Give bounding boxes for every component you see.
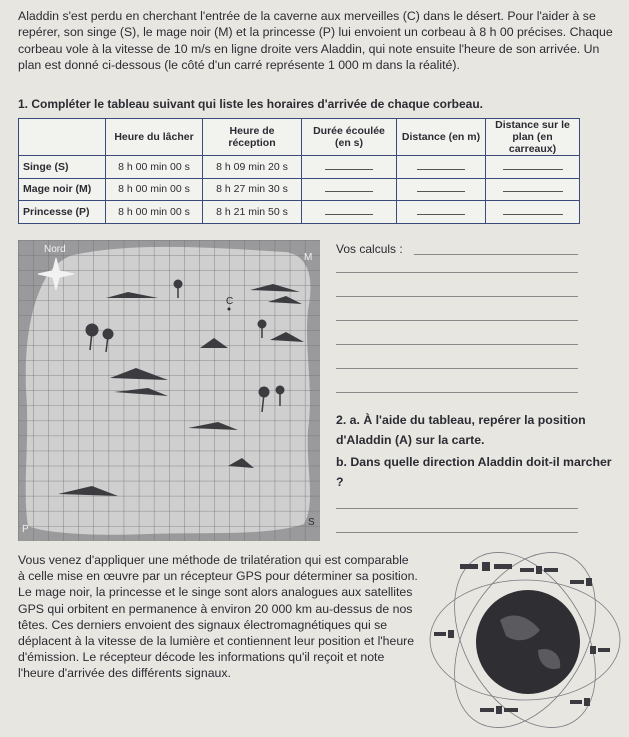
col-header-lacher: Heure du lâcher [106,119,203,156]
col-header-reception: Heure de réception [203,119,302,156]
table-row [19,156,580,179]
cell-lacher: 8 h 00 min 00 s [106,201,203,224]
answer-line[interactable] [336,368,578,369]
cave-point [228,308,231,311]
arrival-times-table [18,118,580,224]
satellite-icon [520,566,558,574]
cell-reception: 8 h 27 min 30 s [203,178,302,201]
question-1: 1. Compléter le tableau suivant qui liste les horaires d'arrivée de chaque corbeau. [18,97,484,111]
answer-line[interactable] [336,272,578,273]
satellite-icon [460,562,512,571]
answer-line[interactable] [336,296,578,297]
cell-reception: 8 h 09 min 20 s [203,156,302,179]
answer-blank[interactable] [302,156,397,179]
answer-blank[interactable] [302,178,397,201]
answer-blank[interactable] [486,178,580,201]
answer-blank[interactable] [397,156,486,179]
table-row [19,178,580,201]
answer-line[interactable] [336,508,578,509]
calculs-label: Vos calculs : [336,242,403,256]
col-header-duree: Durée écoulée (en s) [302,119,397,156]
cell-reception: 8 h 21 min 50 s [203,201,302,224]
gps-satellites-illustration [420,540,629,735]
compass-label: Nord [44,244,66,255]
answer-line[interactable] [336,344,578,345]
row-label-mage: Mage noir (M) [19,178,106,201]
answer-blank[interactable] [486,201,580,224]
desert-map[interactable] [18,240,320,541]
row-label-princesse: Princesse (P) [19,201,106,224]
col-header-distance: Distance (en m) [397,119,486,156]
satellite-icon [590,646,610,654]
map-label-p: P [22,524,29,535]
answer-blank[interactable] [397,178,486,201]
answer-line[interactable] [414,254,578,255]
table-row [19,201,580,224]
answer-line[interactable] [336,532,578,533]
intro-text: Aladdin s'est perdu en cherchant l'entrée de la caverne aux merveilles (C) dans le désert. Pour l'aider à se repérer, son singe (S), le mage noir (M) et la princesse (P) lui envoient un corbeau à 8 h 00 précises. Chaque corbeau vole à la vitesse de 10 m/s en ligne droite vers Aladdin, qui note ensuite l'heure de son arrivée. Un plan est donné ci-dessous (le côté d'un carré représente 1 000 m dans la réalité). [18,9,613,73]
earth-icon [476,590,580,694]
map-label-s: S [308,517,315,528]
satellite-icon [434,630,454,638]
row-label-singe: Singe (S) [19,156,106,179]
outro-text: Vous venez d'appliquer une méthode de trilatération qui est comparable à celle mise en œuvre par un récepteur GPS pour déterminer sa position. Le mage noir, la princesse et le singe sont alors analogues aux satellites GPS qui orbitent en permanence à environ 20 000 km au-dessus de nos têtes. Ces derniers envoient des signaux électromagnétiques qui se déplacent à la vitesse de la lumière et contiennent leur position et l'heure d'émission. Le récepteur décode les informations qu'il reçoit et note l'heure d'arrivée des différents signaux. [18,553,418,681]
question-2b: b. Dans quelle direction Aladdin doit-il marcher ? [336,455,612,489]
table-header-row [19,119,580,156]
question-2a: 2. a. À l'aide du tableau, repérer la position d'Aladdin (A) sur la carte. [336,413,586,447]
col-header-distance-plan: Distance sur le plan (en carreaux) [486,119,580,156]
answer-blank[interactable] [397,201,486,224]
table-corner-cell [19,119,106,156]
answer-blank[interactable] [486,156,580,179]
answer-line[interactable] [336,392,578,393]
map-drawing [18,240,320,541]
satellite-icon [570,578,592,586]
map-label-c: C [226,296,234,307]
map-label-m: M [304,252,313,263]
satellite-icon [480,706,518,714]
answer-line[interactable] [336,320,578,321]
satellite-icon [570,698,590,706]
cell-lacher: 8 h 00 min 00 s [106,156,203,179]
cell-lacher: 8 h 00 min 00 s [106,178,203,201]
answer-blank[interactable] [302,201,397,224]
